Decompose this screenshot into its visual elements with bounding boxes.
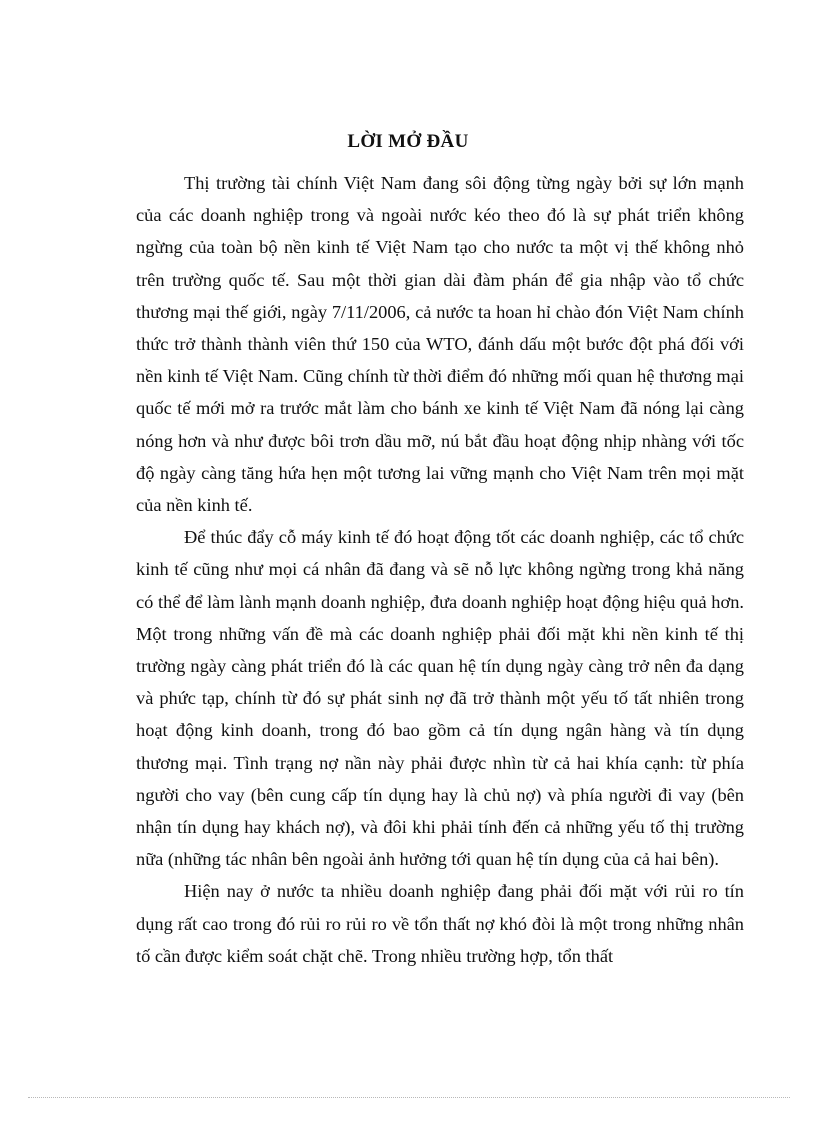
paragraph-2: Để thúc đẩy cỗ máy kinh tế đó hoạt động tốt các doanh nghiệp, các tổ chức kinh tế cũng như mọi cá nhân đã đang và sẽ nỗ lực không ngừng trong khả năng có thể để làm lành mạnh doanh nghiệp, đưa doanh nghiệp hoạt động hiệu quả hơn. Một trong những vấn đề mà các doanh nghiệp phải đối mặt khi nền kinh tế thị trường ngày càng phát triển đó là các quan hệ tín dụng ngày càng trở nên đa dạng và phức tạp, chính từ đó sự phát sinh nợ đã trở thành một yếu tố tất nhiên trong hoạt động kinh doanh, trong đó bao gồm cả tín dụng ngân hàng và tín dụng thương mại. Tình trạng nợ nần này phải được nhìn từ cả hai khía cạnh: từ phía người cho vay (bên cung cấp tín dụng hay là chủ nợ) và phía người đi vay (bên nhận tín dụng hay khách nợ), và đôi khi phải tính đến cả những yếu tố thị trường nữa (những tác nhân bên ngoài ảnh hưởng tới quan hệ tín dụng của cả hai bên). bbox=[136, 527, 744, 870]
page-bottom-divider bbox=[28, 1097, 790, 1098]
paragraph-3: Hiện nay ở nước ta nhiều doanh nghiệp đang phải đối mặt với rủi ro tín dụng rất cao trong đó rủi ro rủi ro về tổn thất nợ khó đòi là một trong những nhân tố cần được kiểm soát chặt chẽ. Trong nhiều trường hợp, tổn thất bbox=[136, 881, 744, 966]
paragraph-1: Thị trường tài chính Việt Nam đang sôi động từng ngày bởi sự lớn mạnh của các doanh nghiệp trong và ngoài nước kéo theo đó là sự phát triển không ngừng của toàn bộ nền kinh tế Việt Nam tạo cho nước ta một vị thế không nhỏ trên trường quốc tế. Sau một thời gian dài đàm phán để gia nhập vào tổ chức thương mại thế giới, ngày 7/11/2006, cả nước ta hoan hỉ chào đón Việt Nam chính thức trở thành thành viên thứ 150 của WTO, đánh dấu một bước đột phá đối với nền kinh tế Việt Nam. Cũng chính từ thời điểm đó những mối quan hệ thương mại quốc tế mới mở ra trước mắt làm cho bánh xe kinh tế Việt Nam đã nóng lại càng nóng hơn và như được bôi trơn dầu mỡ, nú bắt đầu hoạt động nhịp nhàng với tốc độ ngày càng tăng hứa hẹn một tương lai vững mạnh cho Việt Nam trên mọi mặt của nền kinh tế. bbox=[136, 173, 744, 516]
page-title: LỜI MỞ ĐẦU bbox=[347, 131, 469, 152]
document-body bbox=[136, 167, 744, 972]
